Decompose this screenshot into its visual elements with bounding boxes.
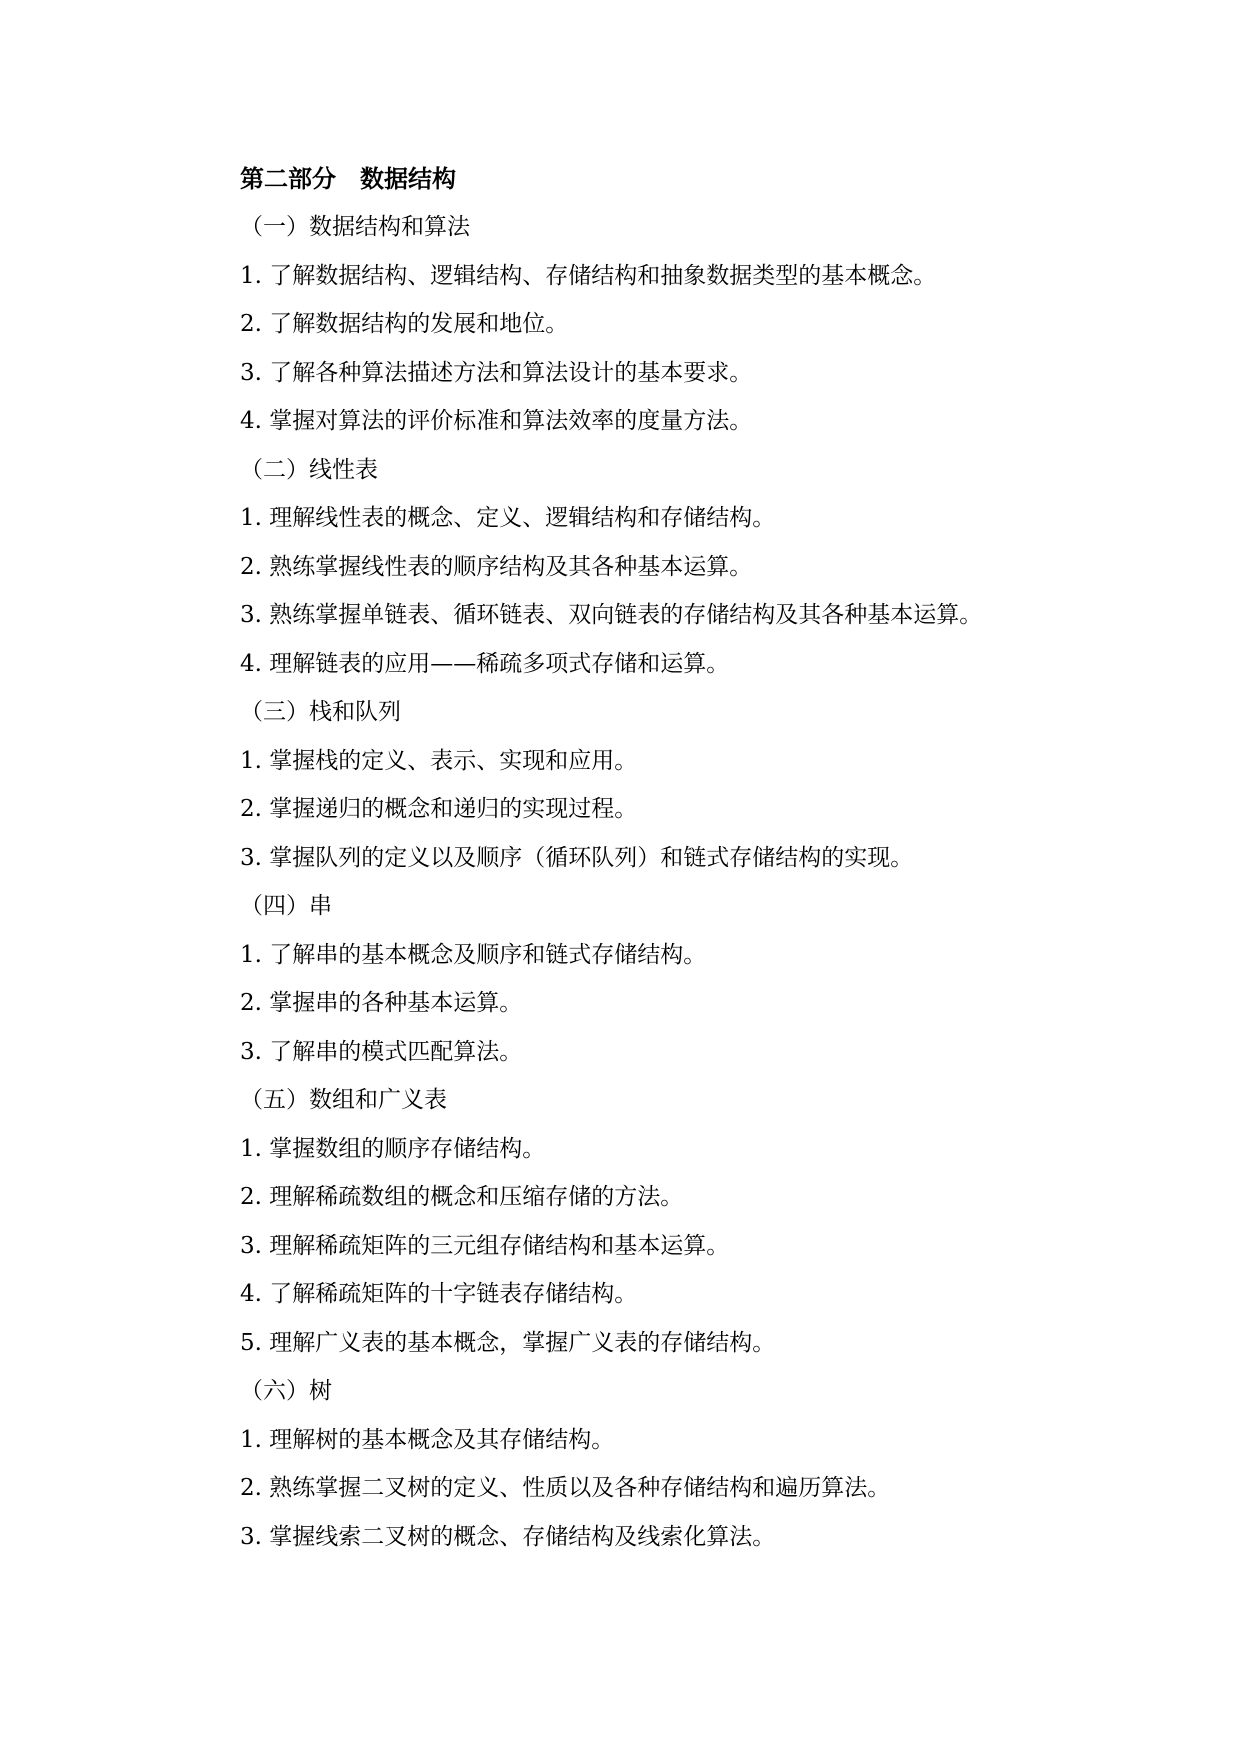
item-text: 了解各种算法描述方法和算法设计的基本要求。 [269,359,753,386]
item-text: 了解稀疏矩阵的十字链表存储结构。 [269,1281,638,1307]
item-number: 2. [240,1184,262,1210]
item-text: 理解线性表的概念、定义、逻辑结构和存储结构。 [269,505,776,531]
item-number: 4. [240,1281,262,1307]
section-title: （六）树 [240,1378,332,1404]
list-item [240,300,1140,349]
list-item [240,640,1140,689]
item-number: 4. [240,408,262,434]
section-title: （三）栈和队列 [240,699,401,725]
list-item [240,591,1140,640]
list-item [240,1125,1140,1174]
item-text: 掌握线索二叉树的概念、存储结构及线索化算法。 [269,1523,776,1550]
list-item [240,1464,1140,1513]
item-number: 2. [240,796,262,822]
section-title: （五）数组和广义表 [240,1087,447,1113]
item-number: 1. [240,262,262,289]
list-item [240,252,1140,301]
item-number: 2. [240,990,262,1016]
list-item [240,494,1140,543]
item-number: 3. [240,359,262,386]
item-number: 3. [240,1523,262,1550]
list-item [240,931,1140,980]
item-number: 1. [240,747,262,774]
section-title: （四）串 [240,893,332,919]
list-item [240,785,1140,834]
list-item [240,1416,1140,1465]
list-item [240,349,1140,398]
item-text: 理解广义表的基本概念，掌握广义表的存储结构。 [269,1329,776,1356]
item-text: 理解树的基本概念及其存储结构。 [269,1426,615,1453]
item-number: 5. [240,1329,262,1356]
list-item [240,1319,1140,1368]
item-text: 熟练掌握单链表、循环链表、双向链表的存储结构及其各种基本运算。 [269,602,983,628]
item-text: 理解稀疏矩阵的三元组存储结构和基本运算。 [269,1232,730,1259]
list-item [240,1173,1140,1222]
part-title [240,155,1140,203]
item-number: 3. [240,602,262,628]
item-number: 1. [240,1426,262,1453]
list-item [240,834,1140,883]
item-text: 理解稀疏数组的概念和压缩存储的方法。 [269,1184,684,1210]
item-number: 2. [240,1475,262,1501]
list-item [240,1513,1140,1562]
item-text: 掌握栈的定义、表示、实现和应用。 [269,747,638,774]
item-text: 掌握对算法的评价标准和算法效率的度量方法。 [269,408,753,434]
item-number: 1. [240,941,262,968]
list-item [240,979,1140,1028]
item-text: 熟练掌握二叉树的定义、性质以及各种存储结构和遍历算法。 [269,1475,891,1501]
item-number: 3. [240,844,262,871]
list-item [240,1028,1140,1077]
item-text: 了解串的模式匹配算法。 [269,1038,523,1065]
list-item [240,1222,1140,1271]
item-text: 了解串的基本概念及顺序和链式存储结构。 [269,941,707,968]
item-text: 理解链表的应用——稀疏多项式存储和运算。 [269,650,730,677]
document-page [240,155,1140,1561]
item-text: 了解数据结构的发展和地位。 [269,311,569,337]
item-text: 掌握递归的概念和递归的实现过程。 [269,796,638,822]
section-title: （二）线性表 [240,456,378,483]
item-number: 4. [240,650,262,677]
item-text: 熟练掌握线性表的顺序结构及其各种基本运算。 [269,553,753,580]
item-text: 掌握数组的顺序存储结构。 [269,1135,546,1162]
item-number: 1. [240,505,262,531]
list-item [240,397,1140,446]
list-item [240,1270,1140,1319]
list-item [240,737,1140,786]
item-text: 掌握队列的定义以及顺序（循环队列）和链式存储结构的实现。 [269,844,914,871]
list-item [240,543,1140,592]
item-text: 掌握串的各种基本运算。 [269,990,523,1016]
item-number: 3. [240,1232,262,1259]
item-text: 了解数据结构、逻辑结构、存储结构和抽象数据类型的基本概念。 [269,262,937,289]
item-number: 2. [240,311,262,337]
part-title-label: 第二部分 [240,164,336,193]
item-number: 2. [240,553,262,580]
item-number: 1. [240,1135,262,1162]
section-title: （一）数据结构和算法 [240,214,470,240]
part-title-topic: 数据结构 [360,164,456,193]
item-number: 3. [240,1038,262,1065]
